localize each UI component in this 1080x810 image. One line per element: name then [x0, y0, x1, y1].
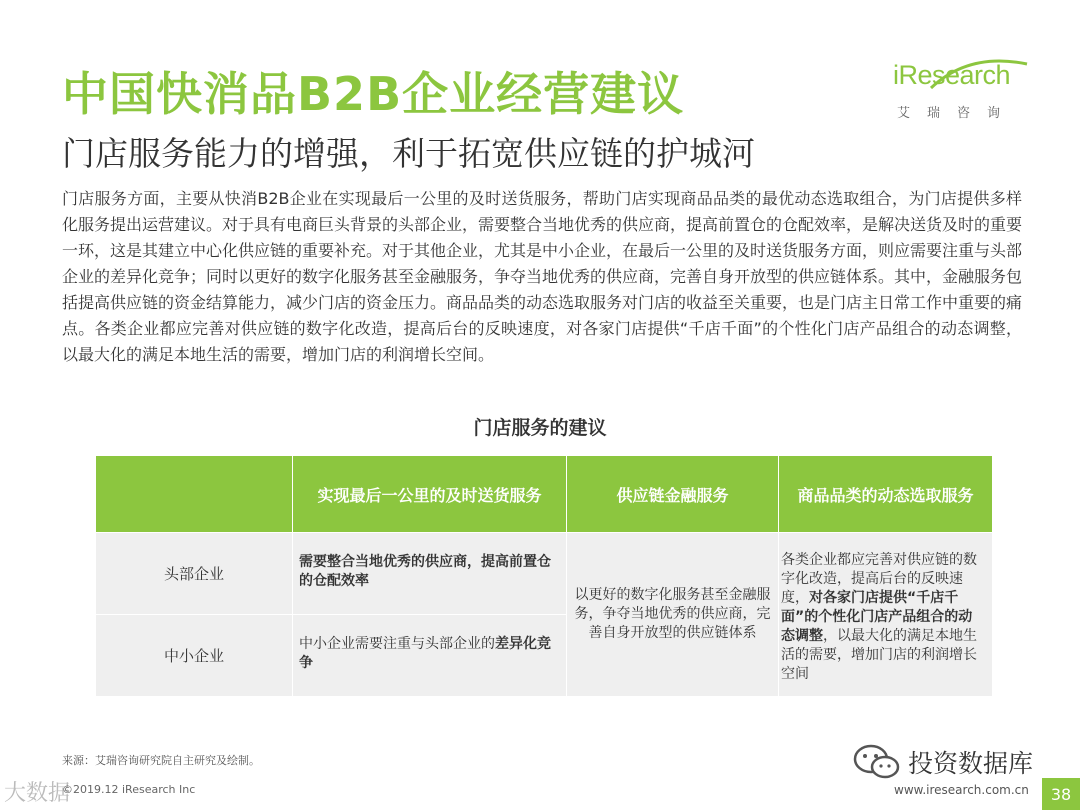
watermark-text: 大数据	[4, 781, 71, 806]
cell-sme-delivery	[293, 615, 566, 696]
body-paragraph: 门店服务方面，主要从快消B2B企业在实现最后一公里的及时送货服务，帮助门店实现商品品类的最优动态选取组合，为门店提供多样化服务提出运营建议。对于具有电商巨头背景的头部企业，需要整合当地优秀的供应商，提高前置仓的仓配效率，是解决送货及时的重要一环，这是其建立中心化供应链的重要补充。对于其他企业，尤其是中小企业，在最后一公里的及时送货服务方面，则应需要注重与头部企业的差异化竞争；同时以更好的数字化服务甚至金融服务，争夺当地优秀的供应商，完善自身开放型的供应链体系。其中，金融服务包括提高供应链的资金结算能力，减少门店的资金压力。商品品类的动态选取服务对门店的收益至关重要，也是门店主日常工作中重要的痛点。各类企业都应完善对供应链的数字化改造，提高后台的反映速度，对各家门店提供“千店千面”的个性化门店产品组合的动态调整，以最大化的满足本地生活的需要，增加门店的利润增长空间。	[62, 189, 1023, 364]
logo-chinese: 艾瑞咨询	[897, 106, 1018, 121]
row-label-head-enterprise: 头部企业	[96, 533, 292, 614]
cell-category	[779, 533, 992, 696]
cell-category-part1: 各类企业都应完善对供应链的数字化改造，提高后台的反映速度，	[781, 552, 977, 606]
cell-category-part2: ，以最大化的满足本地生活的需要，增加门店的利润增长空间	[781, 628, 977, 682]
cell-finance: 以更好的数字化服务甚至金融服务，争夺当地优秀的供应商，完善自身开放型的供应链体系	[567, 533, 778, 696]
source-note: 来源：艾瑞咨询研究院自主研究及绘制。	[62, 754, 260, 767]
table-title: 门店服务的建议	[473, 417, 607, 439]
table-header-finance: 供应链金融服务	[567, 456, 778, 532]
logo-word: iResearch	[893, 60, 1011, 90]
wechat-account	[852, 742, 1033, 782]
page-title: 中国快消品B2B企业经营建议	[62, 67, 685, 121]
page-subtitle: 门店服务能力的增强，利于拓宽供应链的护城河	[62, 134, 755, 173]
copyright: ©2019.12 iResearch Inc	[62, 783, 196, 796]
footer-url[interactable]: www.iresearch.com.cn	[894, 783, 1029, 797]
table-header-category: 商品品类的动态选取服务	[779, 456, 992, 532]
cell-category-bold: 对各家门店提供“千店千面”的个性化门店产品组合的动态调整	[781, 590, 973, 644]
wechat-icon	[852, 742, 902, 782]
cell-sme-delivery-bold: 差异化竞争	[299, 636, 551, 671]
table-header-delivery: 实现最后一公里的及时送货服务	[293, 456, 566, 532]
page-number: 38	[1042, 778, 1080, 810]
suggestion-table	[96, 456, 992, 696]
cell-head-delivery: 需要整合当地优秀的供应商，提高前置仓的仓配效率	[293, 533, 566, 614]
row-label-sme: 中小企业	[96, 615, 292, 696]
iresearch-logo	[893, 58, 1033, 128]
table-header-empty	[96, 456, 292, 532]
wechat-name: 投资数据库	[908, 749, 1034, 778]
cell-sme-delivery-plain: 中小企业需要注重与头部企业的	[299, 636, 495, 652]
